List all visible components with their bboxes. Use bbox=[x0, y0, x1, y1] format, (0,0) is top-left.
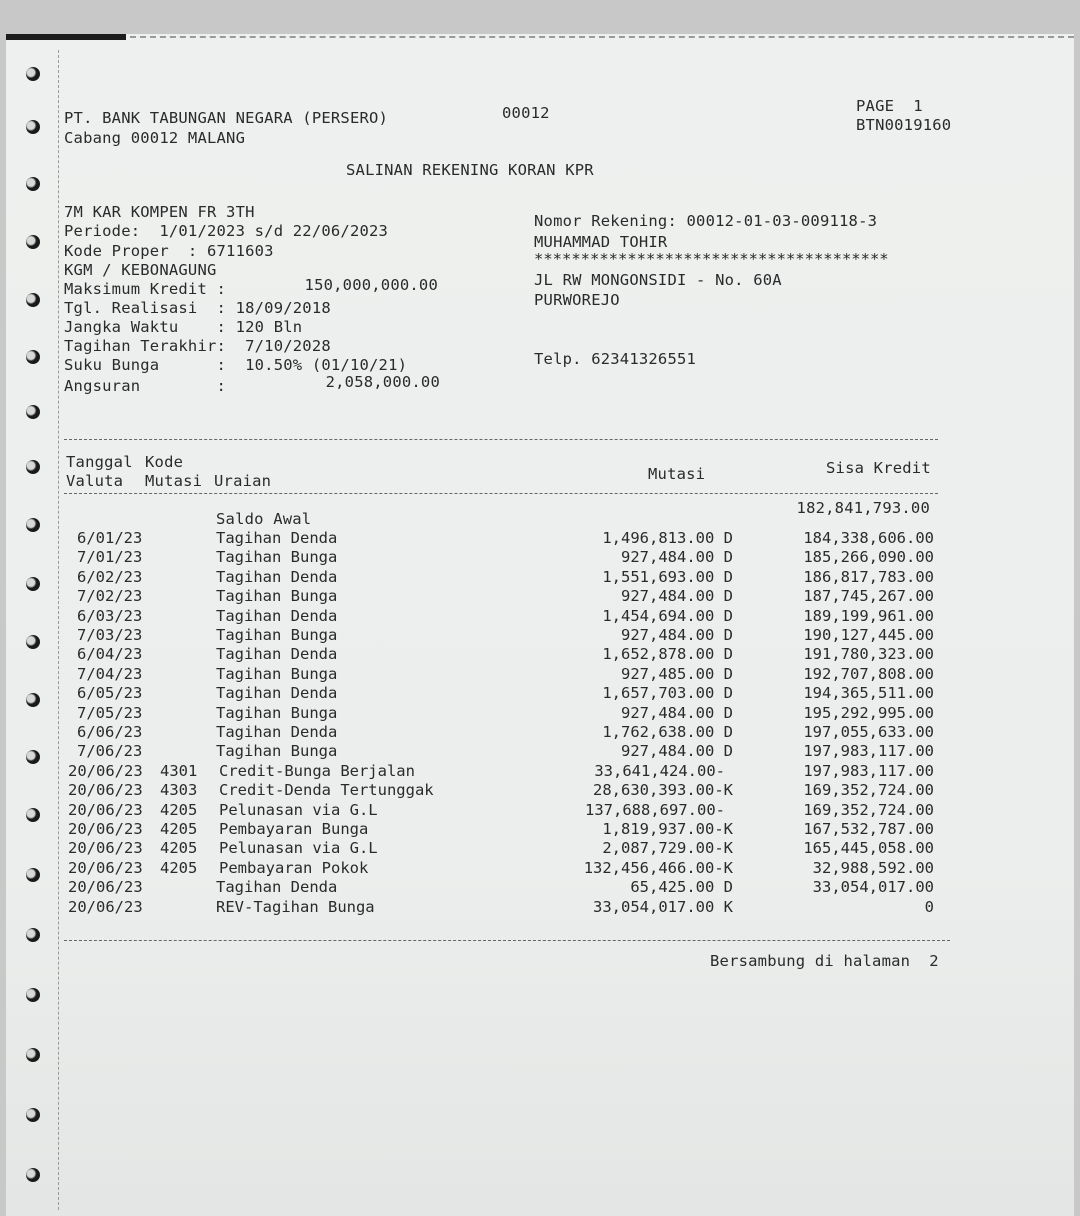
table-row bbox=[0, 548, 1080, 568]
divider bbox=[64, 940, 950, 941]
row-amount: 1,762,638.00 D bbox=[602, 723, 733, 741]
row-description: Pelunasan via G.L bbox=[219, 800, 378, 819]
row-description: Tagihan Denda bbox=[216, 606, 338, 625]
table-row bbox=[0, 859, 1080, 879]
row-balance: 195,292,995.00 bbox=[803, 703, 934, 722]
kgm-location: KGM / KEBONAGUNG bbox=[64, 261, 217, 279]
row-date: 6/04/23 bbox=[77, 645, 143, 664]
tractor-hole bbox=[26, 120, 40, 134]
row-balance: 169,352,724.00 bbox=[803, 800, 934, 819]
opening-label: Saldo Awal bbox=[216, 510, 312, 528]
kode-proper: Kode Proper : 6711603 bbox=[64, 242, 274, 260]
row-balance: 33,054,017.00 bbox=[812, 878, 934, 897]
customer-name: MUHAMMAD TOHIR bbox=[534, 233, 668, 251]
row-amount: 927,484.00 D bbox=[621, 703, 733, 722]
row-amount: 1,551,693.00 D bbox=[602, 567, 733, 586]
row-amount: 2,087,729.00-K bbox=[602, 839, 733, 858]
row-amount: 132,456,466.00-K bbox=[583, 858, 733, 877]
tractor-hole bbox=[26, 235, 40, 249]
table-row bbox=[0, 723, 1080, 743]
col-tanggal: Tanggal bbox=[66, 453, 133, 471]
row-description: Tagihan Bunga bbox=[216, 548, 338, 567]
table-row bbox=[0, 839, 1080, 859]
row-amount: 927,484.00 D bbox=[621, 742, 733, 761]
row-date: 6/05/23 bbox=[77, 684, 143, 703]
row-amount: 1,657,703.00 D bbox=[602, 684, 733, 703]
table-row bbox=[0, 820, 1080, 840]
row-amount: 137,688,697.00- bbox=[585, 800, 725, 819]
row-code: 4205 bbox=[160, 820, 198, 838]
row-date: 20/06/23 bbox=[68, 858, 143, 877]
table-row bbox=[0, 801, 1080, 821]
branch-code: 00012 bbox=[502, 104, 550, 122]
table-row bbox=[0, 665, 1080, 685]
row-date: 7/03/23 bbox=[77, 626, 143, 644]
tractor-hole bbox=[26, 460, 40, 474]
row-amount: 1,496,813.00 D bbox=[602, 529, 733, 547]
row-date: 20/06/23 bbox=[68, 781, 143, 800]
row-code: 4303 bbox=[160, 781, 198, 800]
tear-edge bbox=[6, 34, 126, 40]
row-description: Pembayaran Pokok bbox=[219, 858, 369, 877]
row-description: Pembayaran Bunga bbox=[219, 820, 369, 838]
divider bbox=[64, 493, 938, 494]
tractor-hole bbox=[26, 67, 40, 81]
row-date: 20/06/23 bbox=[68, 839, 143, 858]
tractor-hole bbox=[26, 988, 40, 1002]
row-description: Tagihan Bunga bbox=[216, 742, 338, 761]
account-number: Nomor Rekening: 00012-01-03-009118-3 bbox=[534, 212, 878, 230]
interest-rate: Suku Bunga : 10.50% (01/10/21) bbox=[64, 356, 408, 374]
row-code: 4301 bbox=[160, 761, 198, 780]
row-description: Tagihan Denda bbox=[216, 684, 338, 703]
branch-name: Cabang 00012 MALANG bbox=[64, 129, 246, 147]
row-description: Tagihan Denda bbox=[216, 645, 338, 664]
row-balance: 169,352,724.00 bbox=[803, 781, 934, 800]
row-amount: 65,425.00 D bbox=[630, 878, 733, 897]
table-row bbox=[0, 762, 1080, 782]
table-row bbox=[0, 529, 1080, 549]
row-balance: 185,266,090.00 bbox=[803, 548, 934, 567]
table-row bbox=[0, 587, 1080, 607]
tractor-hole bbox=[26, 293, 40, 307]
row-date: 20/06/23 bbox=[68, 761, 143, 780]
last-billing: Tagihan Terakhir: 7/10/2028 bbox=[64, 337, 331, 355]
row-description: Tagihan Bunga bbox=[216, 664, 338, 683]
table-row bbox=[0, 645, 1080, 665]
row-amount: 927,484.00 D bbox=[621, 587, 733, 606]
table-row bbox=[0, 704, 1080, 724]
row-date: 6/03/23 bbox=[77, 606, 143, 625]
statement-title: SALINAN REKENING KORAN KPR bbox=[346, 161, 594, 179]
row-balance: 167,532,787.00 bbox=[803, 820, 934, 838]
row-description: Tagihan Bunga bbox=[216, 703, 338, 722]
address-line-1: JL RW MONGONSIDI - No. 60A bbox=[534, 271, 782, 289]
row-description: Pelunasan via G.L bbox=[219, 839, 378, 858]
row-description: Credit-Denda Tertunggak bbox=[219, 781, 434, 800]
tractor-hole bbox=[26, 350, 40, 364]
col-mutasi: Mutasi bbox=[648, 465, 706, 483]
product-name: 7M KAR KOMPEN FR 3TH bbox=[64, 203, 255, 221]
row-balance: 194,365,511.00 bbox=[803, 684, 934, 703]
row-balance: 197,055,633.00 bbox=[803, 723, 934, 741]
row-code: 4205 bbox=[160, 839, 198, 858]
row-date: 20/06/23 bbox=[68, 878, 143, 897]
row-balance: 0 bbox=[924, 897, 934, 916]
row-amount: 1,819,937.00-K bbox=[602, 820, 733, 838]
page-number: PAGE 1 bbox=[856, 97, 923, 115]
row-description: Credit-Bunga Berjalan bbox=[219, 761, 415, 780]
continued-note: Bersambung di halaman 2 bbox=[710, 952, 939, 970]
table-row bbox=[0, 607, 1080, 627]
row-balance: 187,745,267.00 bbox=[803, 587, 934, 606]
tractor-hole bbox=[26, 1048, 40, 1062]
row-date: 7/02/23 bbox=[77, 587, 143, 606]
col-valuta: Valuta bbox=[66, 472, 124, 490]
col-uraian: Uraian bbox=[214, 472, 272, 490]
tractor-hole bbox=[26, 1108, 40, 1122]
row-date: 7/06/23 bbox=[77, 742, 143, 761]
row-date: 20/06/23 bbox=[68, 800, 143, 819]
row-balance: 190,127,445.00 bbox=[803, 626, 934, 644]
tractor-hole bbox=[26, 405, 40, 419]
row-date: 6/02/23 bbox=[77, 567, 143, 586]
row-code: 4205 bbox=[160, 858, 198, 877]
table-row bbox=[0, 626, 1080, 646]
row-amount: 927,485.00 D bbox=[621, 664, 733, 683]
row-date: 20/06/23 bbox=[68, 897, 143, 916]
row-balance: 197,983,117.00 bbox=[803, 742, 934, 761]
row-balance: 189,199,961.00 bbox=[803, 606, 934, 625]
realization-date: Tgl. Realisasi : 18/09/2018 bbox=[64, 299, 331, 317]
row-date: 6/01/23 bbox=[77, 529, 143, 547]
installment-label: Angsuran : bbox=[64, 377, 227, 395]
row-amount: 33,641,424.00- bbox=[594, 761, 725, 780]
address-line-2: PURWOREJO bbox=[534, 291, 620, 309]
period: Periode: 1/01/2023 s/d 22/06/2023 bbox=[64, 222, 389, 240]
row-description: REV-Tagihan Bunga bbox=[216, 897, 375, 916]
table-row bbox=[0, 878, 1080, 898]
row-description: Tagihan Denda bbox=[216, 878, 338, 897]
tear-perforation bbox=[130, 36, 1074, 38]
row-balance: 165,445,058.00 bbox=[803, 839, 934, 858]
tractor-hole bbox=[26, 177, 40, 191]
table-row bbox=[0, 898, 1080, 918]
row-description: Tagihan Denda bbox=[216, 529, 338, 547]
table-row bbox=[0, 568, 1080, 588]
row-amount: 927,484.00 D bbox=[621, 626, 733, 644]
document-code: BTN0019160 bbox=[856, 116, 952, 134]
row-description: Tagihan Denda bbox=[216, 567, 338, 586]
opening-balance: 182,841,793.00 bbox=[796, 499, 930, 517]
row-date: 20/06/23 bbox=[68, 820, 143, 838]
divider bbox=[64, 439, 938, 440]
row-balance: 192,707,808.00 bbox=[803, 664, 934, 683]
col-mutasi-kode: Mutasi bbox=[145, 472, 203, 490]
col-kode: Kode bbox=[145, 453, 184, 471]
row-date: 7/05/23 bbox=[77, 703, 143, 722]
table-row bbox=[0, 742, 1080, 762]
row-balance: 197,983,117.00 bbox=[803, 761, 934, 780]
max-credit-label: Maksimum Kredit : bbox=[64, 280, 227, 298]
row-amount: 1,652,878.00 D bbox=[602, 645, 733, 664]
tractor-hole bbox=[26, 928, 40, 942]
row-date: 7/04/23 bbox=[77, 664, 143, 683]
row-amount: 927,484.00 D bbox=[621, 548, 733, 567]
bank-name: PT. BANK TABUNGAN NEGARA (PERSERO) bbox=[64, 109, 389, 127]
row-balance: 32,988,592.00 bbox=[812, 858, 934, 877]
table-row bbox=[0, 781, 1080, 801]
table-row bbox=[0, 684, 1080, 704]
row-amount: 28,630,393.00-K bbox=[593, 781, 733, 800]
row-description: Tagihan Bunga bbox=[216, 587, 338, 606]
row-amount: 33,054,017.00 K bbox=[593, 897, 733, 916]
separator-stars: ************************************** bbox=[534, 250, 889, 268]
row-amount: 1,454,694.00 D bbox=[602, 606, 733, 625]
col-sisa-kredit: Sisa Kredit bbox=[826, 459, 931, 477]
row-code: 4205 bbox=[160, 800, 198, 819]
installment-value: 2,058,000.00 bbox=[325, 373, 440, 391]
row-balance: 191,780,323.00 bbox=[803, 645, 934, 664]
row-balance: 184,338,606.00 bbox=[803, 529, 934, 547]
row-description: Tagihan Denda bbox=[216, 723, 338, 741]
row-description: Tagihan Bunga bbox=[216, 626, 338, 644]
max-credit-value: 150,000,000.00 bbox=[304, 276, 438, 294]
phone-number: Telp. 62341326551 bbox=[534, 350, 697, 368]
row-date: 6/06/23 bbox=[77, 723, 143, 741]
row-date: 7/01/23 bbox=[77, 548, 143, 567]
row-balance: 186,817,783.00 bbox=[803, 567, 934, 586]
tractor-hole bbox=[26, 1168, 40, 1182]
loan-term: Jangka Waktu : 120 Bln bbox=[64, 318, 303, 336]
